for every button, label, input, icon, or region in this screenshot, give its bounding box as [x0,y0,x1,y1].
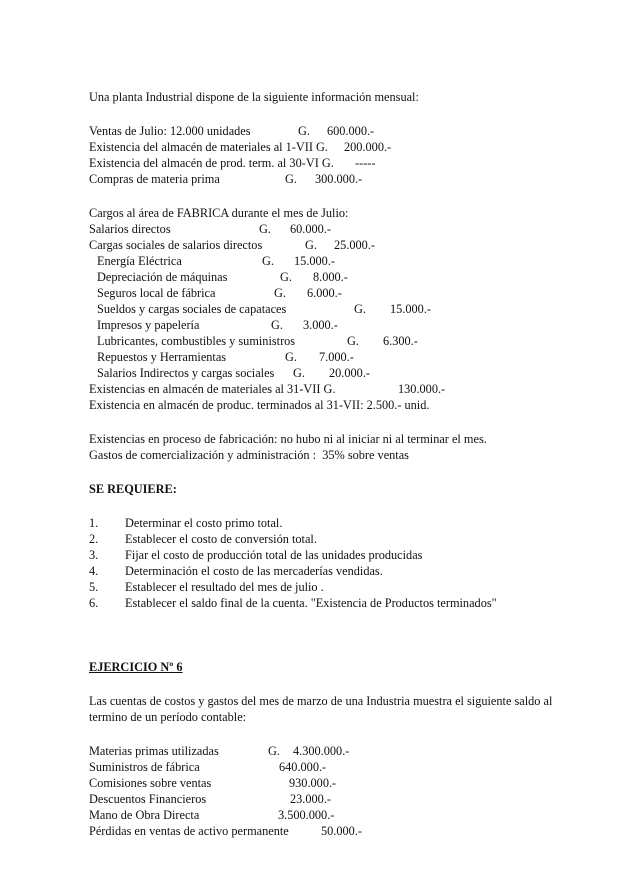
ej6-item-label: Mano de Obra Directa [89,808,200,822]
ej6-item-value: 3.500.000.- [278,808,335,822]
ventas-label: Ventas de Julio: 12.000 unidades [89,124,251,138]
cargo-currency: G. [274,286,286,300]
cargo-label: Salarios directos [89,222,171,236]
cargo-value: 6.000.- [307,286,342,300]
cargo-value: 60.000.- [290,222,331,236]
ejercicio-6-intro-line: Las cuentas de costos y gastos del mes de marzo de una Industria muestra el siguiente saldo al [89,694,553,708]
cargo-currency: G. [259,222,271,236]
compras-value: 300.000.- [315,172,363,186]
existencias-materiales-label: Existencias en almacén de materiales al 31-VII G. [89,382,336,396]
requiere-item-text: Determinación el costo de las mercaderías vendidas. [125,564,383,578]
ej6-item-currency: G. [268,744,280,758]
ejercicio-6-intro-line: termino de un período contable: [89,710,247,724]
cargo-label: Lubricantes, combustibles y suministros [97,334,296,348]
requiere-heading: SE REQUIERE: [89,482,177,496]
existencia-prod-label: Existencia del almacén de prod. term. al 30-VI G. [89,156,334,170]
ventas-currency: G. [298,124,310,138]
ventas-value: 600.000.- [327,124,375,138]
ej6-item-label: Pérdidas en ventas de activo permanente [89,824,289,838]
requiere-item-number: 5. [89,580,99,594]
ej6-item-label: Materias primas utilizadas [89,744,219,758]
ejercicio-6-heading: EJERCICIO Nº 6 [89,660,183,674]
ej6-item-label: Comisiones sobre ventas [89,776,212,790]
cargo-label: Repuestos y Herramientas [97,350,227,364]
cargo-value: 6.300.- [383,334,418,348]
gastos-text: Gastos de comercialización y administración : 35% sobre ventas [89,448,409,462]
ej6-item-label: Suministros de fábrica [89,760,200,774]
cargo-currency: G. [305,238,317,252]
cargo-currency: G. [354,302,366,316]
requiere-item-number: 3. [89,548,99,562]
requiere-item-number: 4. [89,564,99,578]
ej6-item-value: 4.300.000.- [293,744,350,758]
cargo-label: Cargas sociales de salarios directos [89,238,263,252]
cargo-value: 3.000.- [303,318,338,332]
ej6-item-label: Descuentos Financieros [89,792,207,806]
proceso-text: Existencias en proceso de fabricación: no hubo ni al iniciar ni al terminar el mes. [89,432,487,446]
ej6-item-value: 23.000.- [290,792,331,806]
ej6-item [89,823,362,887]
cargo-label: Energía Eléctrica [97,254,182,268]
cargo-currency: G. [280,270,292,284]
existencia-prod-value: ----- [355,156,376,170]
requiere-item [89,595,497,659]
ej6-item-value: 930.000.- [289,776,337,790]
cargo-currency: G. [347,334,359,348]
cargo-label: Depreciación de máquinas [97,270,228,284]
compras-currency: G. [285,172,297,186]
existencia-materiales-value: 200.000.- [344,140,392,154]
existencias-materiales-value: 130.000.- [398,382,446,396]
cargo-value: 25.000.- [334,238,375,252]
cargo-value: 15.000.- [390,302,431,316]
cargos-title: Cargos al área de FABRICA durante el mes de Julio: [89,206,349,220]
requiere-item-number: 1. [89,516,99,530]
cargo-label: Seguros local de fábrica [97,286,216,300]
requiere-item-text: Establecer el resultado del mes de julio . [125,580,324,594]
ej6-item-value: 50.000.- [321,824,362,838]
requiere-item-text: Determinar el costo primo total. [125,516,283,530]
cargo-value: 7.000.- [319,350,354,364]
requiere-item-text: Establecer el costo de conversión total. [125,532,317,546]
cargo-currency: G. [271,318,283,332]
requiere-item-number: 2. [89,532,99,546]
cargo-currency: G. [293,366,305,380]
requiere-item-text: Fijar el costo de producción total de las unidades producidas [125,548,423,562]
cargo-label: Salarios Indirectos y cargas sociales [97,366,275,380]
cargo-value: 20.000.- [329,366,370,380]
ej6-item-value: 640.000.- [279,760,327,774]
compras-label: Compras de materia prima [89,172,220,186]
cargo-value: 15.000.- [294,254,335,268]
requiere-item-number: 6. [89,596,99,610]
intro-text: Una planta Industrial dispone de la siguiente información mensual: [89,90,419,104]
cargo-currency: G. [285,350,297,364]
cargo-value: 8.000.- [313,270,348,284]
existencias-produc-line: Existencia en almacén de produc. terminados al 31-VII: 2.500.- unid. [89,398,430,412]
existencia-materiales-label: Existencia del almacén de materiales al 1-VII G. [89,140,328,154]
cargo-currency: G. [262,254,274,268]
cargo-label: Impresos y papelería [97,318,200,332]
cargo-label: Sueldos y cargas sociales de capataces [97,302,287,316]
requiere-item-text: Establecer el saldo final de la cuenta. "Existencia de Productos terminados" [125,596,497,610]
